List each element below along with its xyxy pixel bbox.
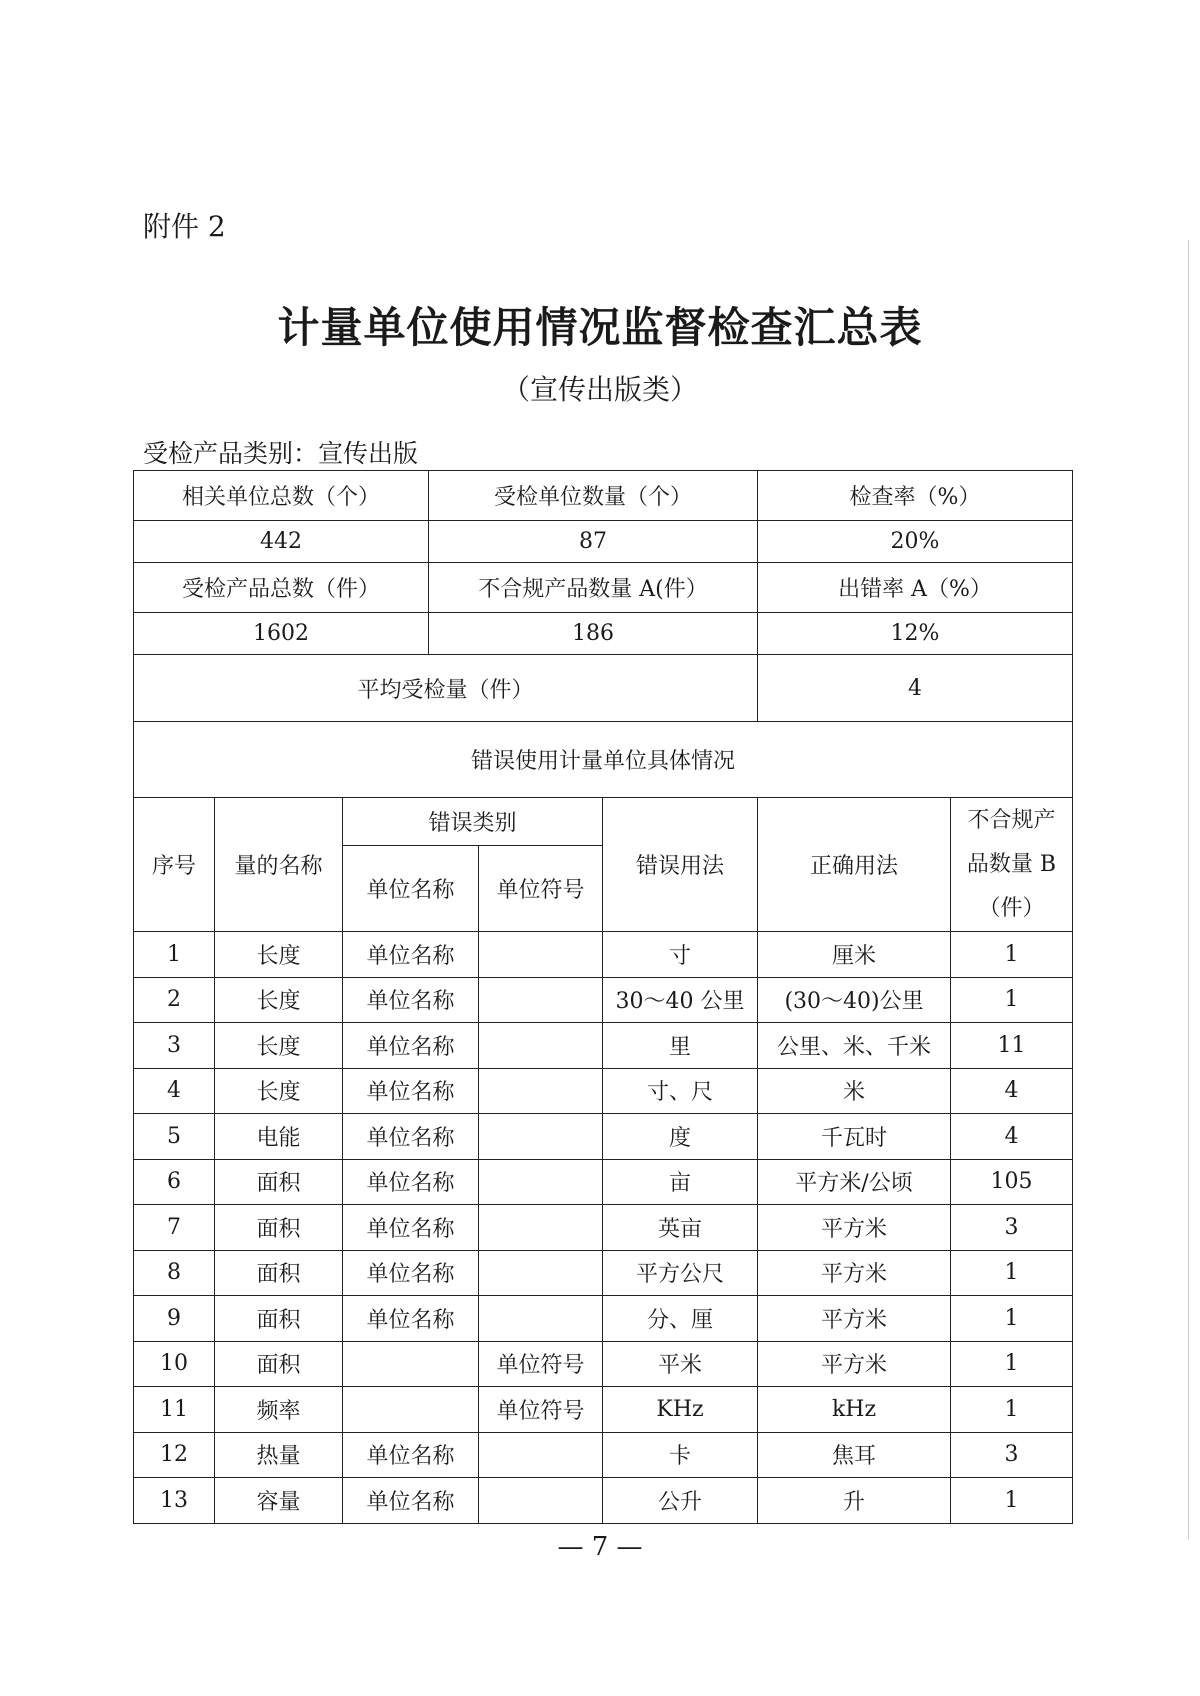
cell-unit-name: 单位名称 [343,1114,479,1160]
cell-unit-symbol [479,1068,603,1114]
cell-unit-name: 单位名称 [343,932,479,978]
cell-count: 1 [951,1341,1073,1387]
table-row [134,1114,1073,1160]
table-row [134,1159,1073,1205]
cell-wrong: 卡 [603,1432,758,1478]
cell-seq: 10 [134,1341,215,1387]
cell-correct: 焦耳 [758,1432,951,1478]
cell-correct: 千瓦时 [758,1114,951,1160]
cell-quantity: 长度 [215,1068,343,1114]
table-row [134,977,1073,1023]
table-row [134,1296,1073,1342]
cell-count: 1 [951,1250,1073,1296]
summary-average-label: 平均受检量（件） [134,655,758,722]
cell-wrong: 分、厘 [603,1296,758,1342]
cell-correct: (30～40)公里 [758,977,951,1023]
cell-correct: 公里、米、千米 [758,1023,951,1069]
category-line: 受检产品类别：宣传出版 [143,439,419,468]
cell-quantity: 长度 [215,977,343,1023]
table-row [134,1478,1073,1524]
cell-unit-name: 单位名称 [343,1432,479,1478]
cell-seq: 8 [134,1250,215,1296]
cell-unit-symbol [479,932,603,978]
cell-wrong: 里 [603,1023,758,1069]
cell-correct: 升 [758,1478,951,1524]
cell-quantity: 面积 [215,1341,343,1387]
summary-value-total-units: 442 [134,521,429,563]
cell-correct: 平方米 [758,1250,951,1296]
cell-unit-symbol [479,977,603,1023]
cell-unit-name: 单位名称 [343,1068,479,1114]
cell-correct: 平方米 [758,1205,951,1251]
col-header-unit-symbol: 单位符号 [479,846,603,932]
cell-seq: 4 [134,1068,215,1114]
cell-correct: 米 [758,1068,951,1114]
cell-seq: 2 [134,977,215,1023]
cell-quantity: 容量 [215,1478,343,1524]
cell-correct: 平方米 [758,1296,951,1342]
col-header-error-type: 错误类别 [343,798,603,846]
cell-wrong: KHz [603,1387,758,1433]
cell-unit-symbol [479,1478,603,1524]
cell-wrong: 公升 [603,1478,758,1524]
cell-correct: 平方米/公顷 [758,1159,951,1205]
cell-wrong: 平方公尺 [603,1250,758,1296]
cell-unit-symbol [479,1432,603,1478]
cell-unit-name: 单位名称 [343,1023,479,1069]
cell-unit-name: 单位名称 [343,1250,479,1296]
cell-quantity: 面积 [215,1250,343,1296]
cell-wrong: 寸、尺 [603,1068,758,1114]
cell-unit-name [343,1341,479,1387]
table-row [134,1432,1073,1478]
cell-seq: 3 [134,1023,215,1069]
cell-correct: kHz [758,1387,951,1433]
table-row [134,1205,1073,1251]
cell-unit-symbol: 单位符号 [479,1387,603,1433]
cell-count: 4 [951,1068,1073,1114]
cell-unit-name: 单位名称 [343,1478,479,1524]
cell-quantity: 长度 [215,932,343,978]
col-header-quantity: 量的名称 [215,798,343,932]
col-header-correct-usage: 正确用法 [758,798,951,932]
table-row [134,1068,1073,1114]
cell-count: 4 [951,1114,1073,1160]
cell-count: 1 [951,977,1073,1023]
cell-quantity: 长度 [215,1023,343,1069]
cell-count: 1 [951,1296,1073,1342]
cell-unit-symbol [479,1205,603,1251]
page-title: 计量单位使用情况监督检查汇总表 [277,303,923,352]
cell-count: 3 [951,1432,1073,1478]
summary-value-total-products: 1602 [134,613,429,655]
cell-count: 1 [951,1478,1073,1524]
cell-quantity: 面积 [215,1296,343,1342]
summary-average-value: 4 [758,655,1073,722]
cell-unit-symbol [479,1114,603,1160]
cell-seq: 13 [134,1478,215,1524]
col-header-unit-name: 单位名称 [343,846,479,932]
cell-seq: 5 [134,1114,215,1160]
summary-value-inspected-units: 87 [429,521,758,563]
cell-wrong: 寸 [603,932,758,978]
table-row [134,1250,1073,1296]
summary-header-total-units: 相关单位总数（个） [134,471,429,521]
col-header-seq: 序号 [134,798,215,932]
cell-seq: 7 [134,1205,215,1251]
page-number: — 7 — [557,1532,643,1562]
table-row [134,1341,1073,1387]
cell-quantity: 电能 [215,1114,343,1160]
cell-unit-name: 单位名称 [343,977,479,1023]
cell-count: 11 [951,1023,1073,1069]
cell-seq: 9 [134,1296,215,1342]
cell-unit-name: 单位名称 [343,1296,479,1342]
cell-unit-name [343,1387,479,1433]
cell-seq: 6 [134,1159,215,1205]
cell-seq: 11 [134,1387,215,1433]
summary-table [133,470,1073,798]
cell-unit-symbol [479,1159,603,1205]
cell-unit-symbol [479,1296,603,1342]
cell-wrong: 度 [603,1114,758,1160]
cell-unit-symbol [479,1250,603,1296]
cell-unit-name: 单位名称 [343,1205,479,1251]
cell-unit-name: 单位名称 [343,1159,479,1205]
summary-header-inspected-units: 受检单位数量（个） [429,471,758,521]
cell-quantity: 面积 [215,1159,343,1205]
summary-header-noncompliant-products: 不合规产品数量 A(件） [429,563,758,613]
summary-value-inspection-rate: 20% [758,521,1073,563]
table-row [134,1387,1073,1433]
cell-wrong: 平米 [603,1341,758,1387]
cell-correct: 平方米 [758,1341,951,1387]
cell-wrong: 亩 [603,1159,758,1205]
cell-seq: 1 [134,932,215,978]
cell-quantity: 频率 [215,1387,343,1433]
page-edge-line [1188,240,1189,1540]
cell-count: 1 [951,1387,1073,1433]
col-header-wrong-usage: 错误用法 [603,798,758,932]
summary-value-noncompliant-products: 186 [429,613,758,655]
cell-seq: 12 [134,1432,215,1478]
cell-wrong: 英亩 [603,1205,758,1251]
cell-count: 105 [951,1159,1073,1205]
cell-count: 3 [951,1205,1073,1251]
table-row [134,932,1073,978]
detail-section-title: 错误使用计量单位具体情况 [134,722,1073,798]
summary-header-total-products: 受检产品总数（件） [134,563,429,613]
summary-value-error-rate: 12% [758,613,1073,655]
cell-wrong: 30～40 公里 [603,977,758,1023]
cell-quantity: 面积 [215,1205,343,1251]
col-header-noncompliant-count: 不合规产品数量 B（件） [951,798,1073,932]
summary-header-inspection-rate: 检查率（%） [758,471,1073,521]
attachment-label: 附件 2 [143,210,226,243]
cell-correct: 厘米 [758,932,951,978]
summary-header-error-rate: 出错率 A（%） [758,563,1073,613]
cell-count: 1 [951,932,1073,978]
detail-table [133,797,1073,1524]
table-row [134,1023,1073,1069]
cell-unit-symbol [479,1023,603,1069]
page-subtitle: （宣传出版类） [501,373,698,406]
cell-unit-symbol: 单位符号 [479,1341,603,1387]
cell-quantity: 热量 [215,1432,343,1478]
